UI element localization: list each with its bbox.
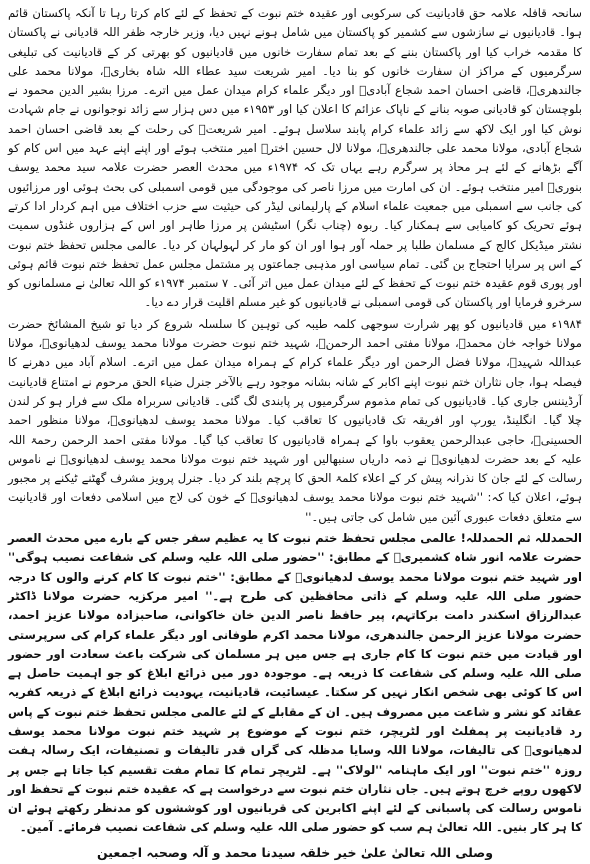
paragraph-appeal: الحمدللہ ثم الحمدللہ! عالمی مجلس تحفظ ختم نبوت کا یہ عظیم سفر جس کے بارے میں محدث العصر حضرت علامہ انور شاہ کشمیریؒ کے مطابق: ''حضور صلی اللہ علیہ وسلم کی شفاعت نصیب ہوگی'' اور شہید ختم نبوت مولانا محمد یوسف لدھیانویؒ کے مطابق: ''ختم نبوت کا کام کرنے والوں کا درجہ حضور صلی اللہ علیہ وسلم کے ذاتی محافظین کی طرح ہے۔'' امیر مرکزیہ حضرت مولانا ڈاکٹر عبدالرزاق اسکندر دامت برکاتہم، پیر حافظ ناصر الدین خان خاکوانی، صاحبزادہ مولانا عزیز احمد، حضرت مولانا عزیز الرحمن جالندھری، مولانا محمد اکرم طوفانی اور دیگر علماء کرام کی سرپرستی اور قیادت میں ختم نبوت کا کام جاری ہے جس میں ہر مسلمان کی شرکت باعث سعادت اور حضور صلی اللہ علیہ وسلم کی شفاعت کا ذریعہ ہے۔ موجودہ دور میں ذرائع ابلاغ کو جو اہمیت حاصل ہے اس کا کوئی بھی شخص انکار نہیں کر سکتا۔ عیسائیت، قادیانیت، یہودیت ذرائع ابلاغ کے ذریعہ کفریہ عقائد کو نشر و شاعت میں مصروف ہیں۔ ان کے مقابلے کے لئے عالمی مجلس تحفظ ختم نبوت کے پاس رد قادیانیت پر پمفلٹ اور لٹریچر، ختم نبوت کے موضوع پر شہید ختم نبوت مولانا محمد یوسف لدھیانویؒ کی تالیفات، مولانا اللہ وسایا مدظلہ کی گراں قدر تالیفات و تصنیفات، ایک رسالہ ہفت روزہ ''ختم نبوت'' اور ایک ماہنامہ ''لولاک'' ہے۔ لٹریچر تمام کا تمام مفت تقسیم کیا جاتا ہے جس پر لاکھوں روپے خرچ ہوتے ہیں۔ جاں نثاران ختم نبوت سے درخواست ہے کہ عقیدہ ختم نبوت کے تحفظ اور ناموس رسالت کی پاسبانی کے لئے اپنے اکابرین کی قربانیوں اور کوششوں کو مدنظر رکھتے ہوئے ان کا ہر کار بنیں۔ اللہ تعالیٰ ہم سب کو حضور صلی اللہ علیہ وسلم کی شفاعت نصیب فرمائے۔ آمین۔ [8,531,582,835]
paragraph-history: سانحہ قافلہ علامہ حق قادیانیت کی سرکوبی اور عقیدہ ختم نبوت کے تحفظ کے لئے کام کرتا رہا تا آنکہ پاکستان قائم ہوا۔ قادیانیوں نے سازشوں سے کشمیر کو پاکستان میں شامل ہونے نہیں دیا، وزیر خارجہ ظفر اللہ قادیانی نے پاکستان کا مقدمہ خراب کیا اور پاکستان بننے کے بعد تمام سفارت خانوں میں قادیانیوں کو بھرتی کر کے قادیانیت کی تبلیغی سرگرمیوں کے مراکز ان سفارت خانوں کو بنا دیا۔ امیر شریعت سید عطاء اللہ شاہ بخاریؒ، مولانا محمد علی جالندھریؒ، قاضی احسان احمد شجاع آبادیؒ اور دیگر علماء کرام میدان عمل میں اترے۔ مرزا بشیر الدین محمود نے بلوچستان کو قادیانی صوبہ بنانے کے ناپاک عزائم کا اعلان کیا اور ۱۹۵۳ء میں دس ہزار سے زائد نوجوانوں نے جام شہادت نوش کیا اور ایک لاکھ سے زائد علماء کرام پابند سلاسل ہوئے۔ امیر شریعتؒ کی رحلت کے بعد قاضی احسان احمد شجاع آبادی، مولانا محمد علی جالندھریؒ، مولانا لال حسین اخترؒ امیر منتخب ہوئے اور اپنے اپنے عہد میں اس کام کو آگے بڑھانے کے لئے ہر محاذ پر سرگرم رہے یہاں تک کہ ۱۹۷۴ء میں محدث العصر حضرت علامہ سید محمد یوسف بنوریؒ امیر منتخب ہوئے۔ ان کی امارت میں مرزا ناصر کی موجودگی میں قومی اسمبلی کی بحث ہوئی اور مرزائیوں کی جانب سے اسمبلی میں جمعیت علماء اسلام کے پارلیمانی لیڈر کی حیثیت سے حزب اختلاف میں اہم کردار ادا کرتے ہوئے تحریک کو کامیابی سے ہمکنار کیا۔ ربوہ (چناب نگر) اسٹیشن پر مرزا طاہر اور اس کے ہزاروں غنڈوں سمیت نشتر میڈیکل کالج کے مسلمان طلبا پر حملہ آور ہوا اور ان کو مار کر لہولہان کر دیا۔ عالمی مجلس تحفظ ختم نبوت کے اس پر سرایا احتجاج بن گئی۔ تمام سیاسی اور مذہبی جماعتوں پر مشتمل مجلس عمل تحفظ ختم نبوت قائم ہوئی اور پوری قوم عقیدہ ختم نبوت کے تحفظ کے لئے میدان عمل میں اتر آئی۔ ۷ ستمبر ۱۹۷۴ء کو اللہ تعالیٰ نے مسلمانوں کو سرخرو فرمایا اور پاکستان کی قومی اسمبلی نے قادیانیوں کو غیر مسلم اقلیت قرار دے دیا۔ [8,6,582,310]
document-body [8,4,582,838]
paragraph-1984: ۱۹۸۴ء میں قادیانیوں کو پھر شرارت سوجھی کلمہ طیبہ کی توہین کا سلسلہ شروع کر دیا تو شیخ المشائخ حضرت مولانا خواجہ خان محمدؒ، مولانا مفتی احمد الرحمنؒ، شہید ختم نبوت حضرت مولانا محمد یوسف لدھیانویؒ، مولانا عبداللہ شہیدؒ، مولانا فضل الرحمن اور دیگر علماء کرام کے ہمراہ میدان عمل میں اترے۔ اسلام آباد میں دھرنے کا فیصلہ ہوا، جاں نثاران ختم نبوت اپنے اکابر کے شانہ بشانہ موجود رہے بالآخر جنرل ضیاء الحق مرحوم نے امتناع قادیانیت آرڈیننس جاری کیا۔ قادیانیوں کی تمام مذموم سرگرمیوں پر پابندی لگ گئی۔ قادیانی سربراہ ملک سے فرار ہو کر لندن چلا گیا۔ انگلینڈ، یورپ اور افریقہ تک قادیانیوں کا تعاقب کیا۔ مولانا محمد یوسف لدھیانویؒ، مولانا منظور احمد الحسینیؒ، حاجی عبدالرحمن یعقوب باوا کے ہمراہ قادیانیوں کا تعاقب کیا گیا۔ مولانا مفتی احمد الرحمن رحمۃ اللہ علیہ کے بعد حضرت لدھیانویؒ نے ذمہ داریاں سنبھالیں اور شہید ختم نبوت مولانا محمد یوسف لدھیانویؒ نے ناموس رسالت کے لئے جان کا نذرانہ پیش کر کے اعلاء کلمۃ الحق کا پرچم بلند کر دیا۔ جنرل پرویز مشرف گھٹنے ٹیکنے پر مجبور ہوئے، اعلان کیا کہ: ''شہید ختم نبوت مولانا محمد یوسف لدھیانویؒ کے خون کی لاج میں اسلامی دفعات اور قادیانیت سے متعلق دفعات عبوری آئین میں شامل کی جاتی ہیں۔'' [8,316,582,524]
closing-salutation: وصلی اللہ تعالیٰ علیٰ خیر خلقہ سیدنا محمد و آلہ وصحبہ اجمعین [96,844,494,860]
